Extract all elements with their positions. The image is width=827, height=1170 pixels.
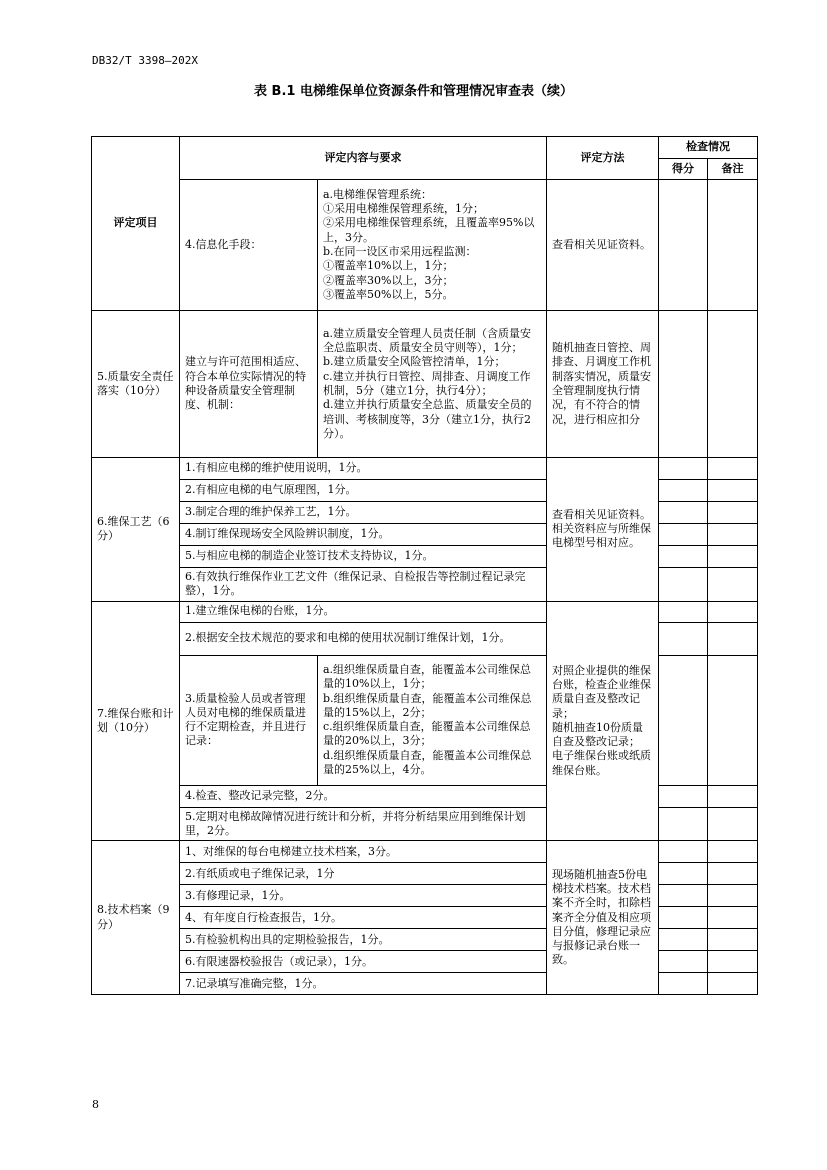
- table-header-row: [92, 137, 758, 159]
- table-row: [92, 311, 758, 458]
- table-row: [92, 568, 758, 602]
- score-cell[interactable]: [659, 785, 708, 807]
- header-method: 评定方法: [547, 137, 659, 180]
- score-cell[interactable]: [659, 458, 708, 480]
- remark-cell[interactable]: [708, 929, 758, 951]
- remark-cell[interactable]: [708, 180, 758, 311]
- section8-row: 7.记录填写准确完整，1分。: [180, 973, 547, 995]
- score-cell[interactable]: [659, 929, 708, 951]
- section5-requirement: 建立与许可范围相适应、符合本单位实际情况的特种设备质量安全管理制度、机制：: [180, 311, 318, 458]
- table-row: [92, 480, 758, 502]
- section7-item: 7.维保台账和计划（10分）: [92, 601, 180, 841]
- remark-cell[interactable]: [708, 601, 758, 622]
- section7-row: 5.定期对电梯故障情况进行统计和分析，并将分析结果应用到维保计划里，2分。: [180, 807, 547, 841]
- review-table: [91, 136, 758, 995]
- score-cell[interactable]: [659, 907, 708, 929]
- score-cell[interactable]: [659, 841, 708, 863]
- table-title: 表 B.1 电梯维保单位资源条件和管理情况审查表（续）: [254, 84, 573, 99]
- header-remark: 备注: [708, 159, 758, 180]
- section6-row: 2.有相应电梯的电气原理图，1分。: [180, 480, 547, 502]
- table-row: [92, 622, 758, 655]
- remark-cell[interactable]: [708, 807, 758, 841]
- remark-cell[interactable]: [708, 568, 758, 602]
- remark-cell[interactable]: [708, 458, 758, 480]
- remark-cell[interactable]: [708, 622, 758, 655]
- section6-row: 4.制订维保现场安全风险辨识制度，1分。: [180, 524, 547, 546]
- section5-method: 随机抽查日管控、周排查、月调度工作机制落实情况，质量安全管理制度执行情况，有不符合的情况，进行相应扣分: [547, 311, 659, 458]
- section6-row: 3.制定合理的维护保养工艺，1分。: [180, 502, 547, 524]
- remark-cell[interactable]: [708, 841, 758, 863]
- table-row: [92, 785, 758, 807]
- remark-cell[interactable]: [708, 785, 758, 807]
- table-row: [92, 180, 758, 311]
- section8-method: 现场随机抽查5份电梯技术档案。技术档案不齐全时，扣除档案齐全分值及相应项目分值，修理记录应与报修记录台账一致。: [547, 841, 659, 995]
- info-label: 4.信息化手段：: [180, 180, 318, 311]
- section5-item: 5.质量安全责任落实（10分）: [92, 311, 180, 458]
- section7-requirement: 3.质量检验人员或者管理人员对电梯的维保质量进行不定期检查，并且进行记录：: [180, 655, 318, 785]
- table-row: [92, 502, 758, 524]
- document-code: DB32/T 3398—202X: [92, 54, 198, 67]
- section8-row: 1、对维保的每台电梯建立技术档案，3分。: [180, 841, 547, 863]
- score-cell[interactable]: [659, 951, 708, 973]
- section8-item: 8.技术档案（9分）: [92, 841, 180, 995]
- table-row: [92, 863, 758, 885]
- header-content: 评定内容与要求: [180, 137, 547, 180]
- table-row: [92, 885, 758, 907]
- remark-cell[interactable]: [708, 863, 758, 885]
- remark-cell[interactable]: [708, 546, 758, 568]
- score-cell[interactable]: [659, 601, 708, 622]
- section6-row: 6.有效执行维保作业工艺文件（维保记录、自检报告等控制过程记录完整），1分。: [180, 568, 547, 602]
- table-row: [92, 929, 758, 951]
- score-cell[interactable]: [659, 655, 708, 785]
- section6-row: 1.有相应电梯的维护使用说明，1分。: [180, 458, 547, 480]
- score-cell[interactable]: [659, 885, 708, 907]
- section8-row: 5.有检验机构出具的定期检验报告，1分。: [180, 929, 547, 951]
- section7-row: 2.根据安全技术规范的要求和电梯的使用状况制订维保计划，1分。: [180, 622, 547, 655]
- remark-cell[interactable]: [708, 524, 758, 546]
- remark-cell[interactable]: [708, 480, 758, 502]
- remark-cell[interactable]: [708, 951, 758, 973]
- remark-cell[interactable]: [708, 655, 758, 785]
- score-cell[interactable]: [659, 807, 708, 841]
- score-cell[interactable]: [659, 524, 708, 546]
- section8-row: 3.有修理记录，1分。: [180, 885, 547, 907]
- section8-row: 2.有纸质或电子维保记录，1分: [180, 863, 547, 885]
- table-row: [92, 655, 758, 785]
- table-row: [92, 951, 758, 973]
- score-cell[interactable]: [659, 568, 708, 602]
- score-cell[interactable]: [659, 502, 708, 524]
- section8-row: 6.有限速器校验报告（或记录），1分。: [180, 951, 547, 973]
- remark-cell[interactable]: [708, 973, 758, 995]
- score-cell[interactable]: [659, 311, 708, 458]
- page-number: 8: [92, 1098, 99, 1111]
- info-method: 查看相关见证资料。: [547, 180, 659, 311]
- score-cell[interactable]: [659, 863, 708, 885]
- score-cell[interactable]: [659, 622, 708, 655]
- section8-row: 4、有年度自行检查报告，1分。: [180, 907, 547, 929]
- header-item: 评定项目: [92, 137, 180, 311]
- remark-cell[interactable]: [708, 502, 758, 524]
- table-row: [92, 841, 758, 863]
- remark-cell[interactable]: [708, 311, 758, 458]
- section7-method: 对照企业提供的维保台账，检查企业维保质量自查及整改记录； 随机抽查10份质量自查及整改记录； 电子维保台账或纸质维保台账。: [547, 601, 659, 841]
- header-check: 检查情况: [659, 137, 758, 159]
- remark-cell[interactable]: [708, 907, 758, 929]
- remark-cell[interactable]: [708, 885, 758, 907]
- info-detail: a.电梯维保管理系统： ①采用电梯维保管理系统，1分； ②采用电梯维保管理系统，且覆盖率95%以上，3分。 b.在同一设区市采用远程监测： ①覆盖率10%以上，1分； ②覆盖率30%以上，3分； ③覆盖率50%以上，5分。: [318, 180, 547, 311]
- table-row: [92, 973, 758, 995]
- section7-row: 4.检查、整改记录完整，2分。: [180, 785, 547, 807]
- section5-detail: a.建立质量安全管理人员责任制（含质量安全总监职责、质量安全员守则等），1分； b.建立质量安全风险管控清单，1分； c.建立并执行日管控、周排查、月调度工作机制，5分（建立1分，执行4分）； d.建立并执行质量安全总监、质量安全员的培训、考核制度等，3分（建立1分，执行2分）。: [318, 311, 547, 458]
- section7-detail: a.组织维保质量自查，能覆盖本公司维保总量的10%以上，1分； b.组织维保质量自查，能覆盖本公司维保总量的15%以上，2分； c.组织维保质量自查，能覆盖本公司维保总量的20%以上，3分； d.组织维保质量自查，能覆盖本公司维保总量的25%以上，4分。: [318, 655, 547, 785]
- section6-row: 5.与相应电梯的制造企业签订技术支持协议，1分。: [180, 546, 547, 568]
- score-cell[interactable]: [659, 480, 708, 502]
- table-row: [92, 601, 758, 622]
- score-cell[interactable]: [659, 973, 708, 995]
- score-cell[interactable]: [659, 180, 708, 311]
- section6-item: 6.维保工艺（6分）: [92, 458, 180, 602]
- table-row: [92, 524, 758, 546]
- table-row: [92, 546, 758, 568]
- score-cell[interactable]: [659, 546, 708, 568]
- header-score: 得分: [659, 159, 708, 180]
- table-row: [92, 807, 758, 841]
- section6-method: 查看相关见证资料。相关资料应与所维保电梯型号相对应。: [547, 458, 659, 602]
- table-row: [92, 458, 758, 480]
- table-row: [92, 907, 758, 929]
- section7-row: 1.建立维保电梯的台账，1分。: [180, 601, 547, 622]
